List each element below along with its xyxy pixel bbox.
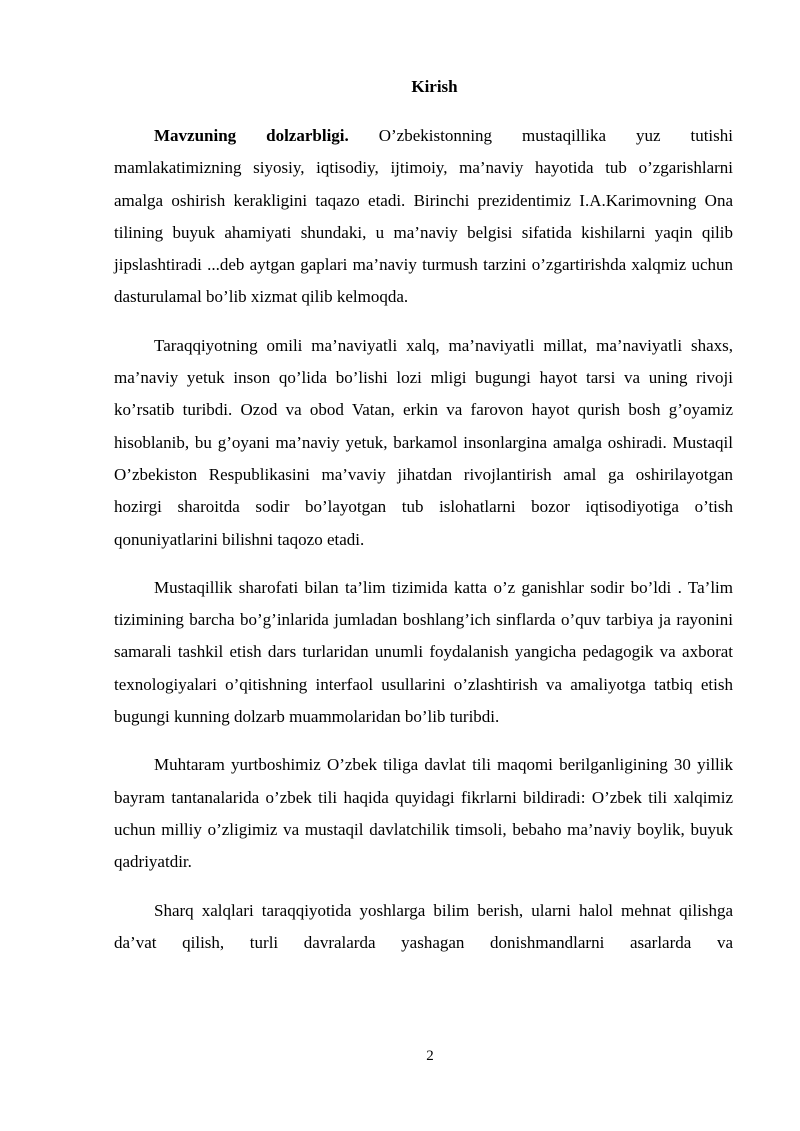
paragraph-language (114, 749, 733, 878)
page-number: 2 (426, 1048, 434, 1064)
paragraph-development (114, 330, 733, 556)
paragraph-lead: Mavzuning dolzarbligi. (154, 126, 349, 145)
paragraph-eastern-peoples (114, 895, 733, 960)
paragraph-text: O’zbekistonning mustaqillika yuz tutishi mamlakatimizning siyosiy, iqtisodiy, ijtimoiy, ma’naviy hayotida tub o’zgarishlarni amalga oshirish kerakligini taqazo etadi. Birinchi prezidentimiz I.A.Karimovning Ona tilining buyuk ahamiyati shundaki, u ma’naviy belgisi sifatida kishilarni yaqin qilib jipslashtiradi ...deb aytgan gaplari ma’naviy turmush tarzini o’zgartirishda xalqmiz uchun dasturulamal bo’lib xizmat qilib kelmoqda. (114, 126, 733, 307)
paragraph-text: Taraqqiyotning omili ma’naviyatli xalq, ma’naviyatli millat, ma’naviyatli shaxs, ma’naviy yetuk inson qo’lida bo’lishi lozi mligi bugungi hayot tarsi va uning rivoji ko’rsatib turibdi. Ozod va obod Vatan, erkin va farovon hayot qurish bosh g’oyamiz hisoblanib, bu g’oyani ma’naviy yetuk, barkamol insonlargina amalga oshiradi. Mustaqil O’zbekiston Respublikasini ma’vaviy jihatdan rivojlantirish amal ga oshirilayotgan hozirgi sharoitda sodir bo’layotgan tub islohatlarni bozor iqtisodiyotiga o’tish qonuniyatlarini bilishni taqozo etadi. (114, 335, 733, 549)
document-body (114, 120, 733, 975)
paragraph-text: Mustaqillik sharofati bilan ta’lim tizimida katta o’z ganishlar sodir bo’ldi . Ta’lim tizimining barcha bo’g’inlarida jumladan boshlang’ich sinflarda o’quv tarbiya ja rayonini samarali tashkil etish dars turlaridan unumli foydalanish yangicha pedagogik va axborat texnologiyalari o’qitishning interfaol usullarini o’zlashtirish va amaliyotga tatbiq etish bugungi kunning dolzarb muammolaridan bo’lib turibdi. (114, 577, 733, 727)
paragraph-relevance (114, 120, 733, 314)
paragraph-text: Muhtaram yurtboshimiz O’zbek tiliga davlat tili maqomi berilganligining 30 yillik bayram tantanalarida o’zbek tili haqida quyidagi fikrlarni bildiradi: O’zbek tili xalqimiz uchun milliy o’zligimiz va mustaqil davlatchilik timsoli, bebaho ma’naviy boylik, buyuk qadriyatdir. (114, 755, 733, 872)
paragraph-text: Sharq xalqlari taraqqiyotida yoshlarga bilim berish, ularni halol mehnat qilishga da’vat qilish, turli davralarda yashagan donishmandlarni asarlarda va (114, 900, 733, 952)
page-title: Kirish (411, 77, 458, 96)
paragraph-education (114, 572, 733, 733)
